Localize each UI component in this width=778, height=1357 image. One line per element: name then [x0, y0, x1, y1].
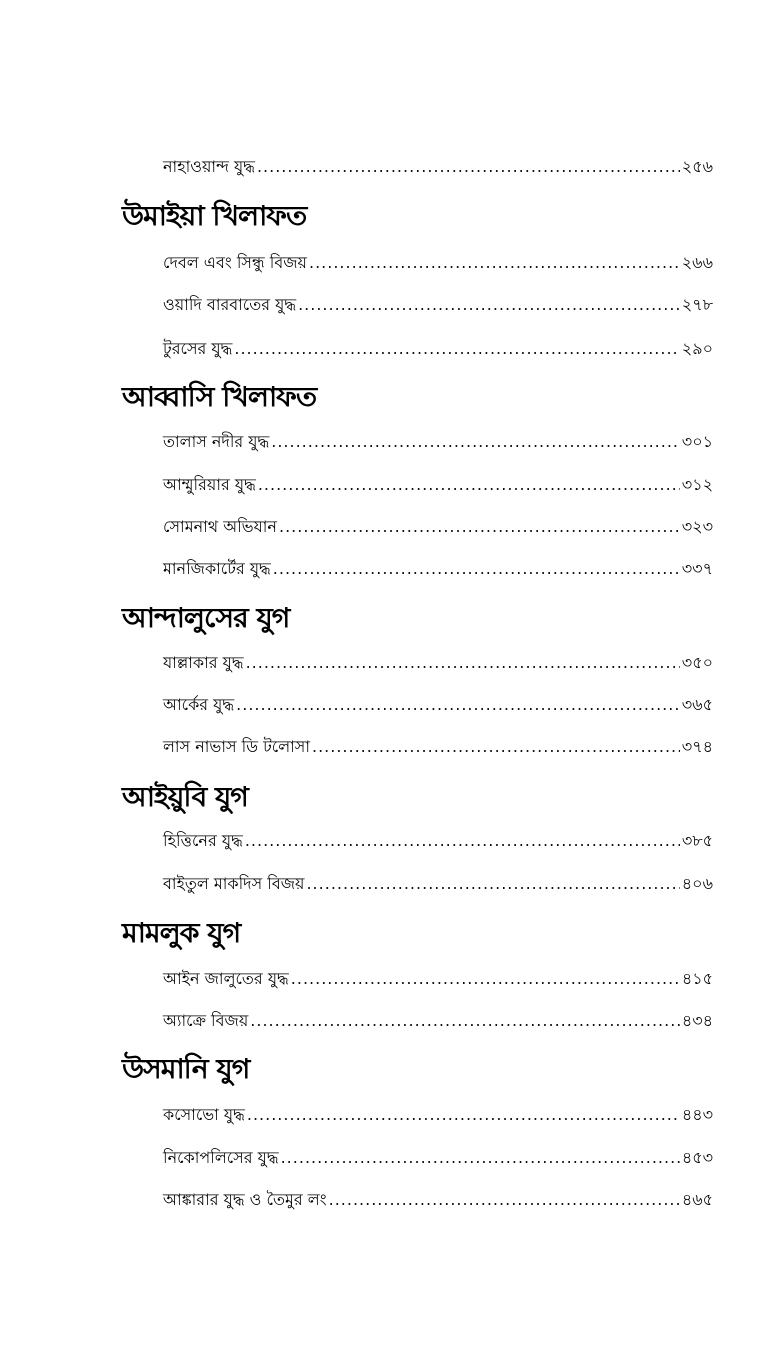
toc-entry-title: অ্যাক্রে বিজয় — [163, 1011, 249, 1030]
toc-entry-page: ৪০৬ — [681, 874, 713, 893]
dot-leader — [273, 558, 680, 580]
toc-entry — [163, 1141, 713, 1169]
toc-entry — [163, 688, 713, 716]
toc-entry — [163, 1004, 713, 1032]
toc-entry-page: ৩৬৫ — [681, 695, 713, 714]
dot-leader — [279, 516, 680, 538]
section-heading: আইয়ুবি যুগ — [122, 782, 248, 813]
toc-entry-title: নাহাওয়ান্দ যুদ্ধ — [163, 157, 255, 176]
dot-leader — [257, 156, 680, 178]
toc-entry-title: বাইতুল মাকদিস বিজয় — [163, 874, 305, 893]
toc-entry — [163, 510, 713, 538]
toc-entry-page: ৪১৫ — [681, 969, 713, 988]
toc-entry — [163, 824, 713, 852]
toc-entry — [163, 1098, 713, 1126]
toc-entry-page: ৪৪৩ — [681, 1105, 713, 1124]
section-heading: উসমানি যুগ — [122, 1054, 250, 1085]
section-heading: উমাইয়া খিলাফত — [122, 201, 307, 232]
toc-entry — [163, 150, 713, 178]
toc-entry-page: ৪৫৩ — [681, 1148, 713, 1167]
toc-entry-title: মানজিকার্টের যুদ্ধ — [163, 559, 271, 578]
dot-leader — [281, 1147, 680, 1169]
toc-entry-page: ৩৭৪ — [681, 737, 713, 756]
toc-entry — [163, 246, 713, 274]
toc-entry-page: ২৫৬ — [681, 157, 713, 176]
dot-leader — [236, 694, 680, 716]
dot-leader — [312, 736, 680, 758]
dot-leader — [246, 652, 680, 674]
dot-leader — [298, 294, 680, 316]
toc-entry-page: ৩১২ — [681, 475, 713, 494]
section-heading: আব্বাসি খিলাফত — [122, 382, 317, 413]
toc-entry — [163, 730, 713, 758]
toc-entry-page: ৩৮৫ — [681, 831, 713, 850]
toc-entry — [163, 552, 713, 580]
dot-leader — [329, 1189, 680, 1211]
toc-entry-page: ৩২৩ — [681, 517, 713, 536]
toc-entry-page: ৩০১ — [681, 432, 713, 451]
dot-leader — [258, 474, 680, 496]
toc-entry-title: কসোভো যুদ্ধ — [163, 1105, 245, 1124]
toc-entry — [163, 468, 713, 496]
dot-leader — [309, 252, 680, 274]
toc-entry-page: ৪৬৫ — [681, 1190, 713, 1209]
toc-entry-title: দেবল এবং সিন্ধু বিজয় — [163, 253, 307, 272]
toc-entry — [163, 962, 713, 990]
toc-entry-title: টুরসের যুদ্ধ — [163, 339, 233, 358]
toc-entry-page: ২৯০ — [681, 339, 713, 358]
toc-entry-page: ৪৩৪ — [681, 1011, 713, 1030]
toc-entry-title: আম্মুরিয়ার যুদ্ধ — [163, 475, 256, 494]
toc-entry-title: আর্কের যুদ্ধ — [163, 695, 235, 714]
dot-leader — [245, 830, 680, 852]
section-heading: আন্দালুসের যুগ — [122, 603, 290, 634]
toc-entry — [163, 1183, 713, 1211]
toc-entry-page: ২৬৬ — [681, 253, 713, 272]
toc-entry — [163, 332, 713, 360]
toc-entry-title: আইন জালুতের যুদ্ধ — [163, 969, 289, 988]
toc-entry — [163, 425, 713, 453]
dot-leader — [291, 968, 680, 990]
toc-entry-page: ৩৩৭ — [681, 559, 713, 578]
toc-entry-title: লাস নাভাস ডি টলোসা — [163, 737, 310, 756]
toc-entry-title: যাল্লাকার যুদ্ধ — [163, 653, 244, 672]
dot-leader — [306, 873, 679, 895]
toc-entry-page: ৩৫০ — [681, 653, 713, 672]
toc-entry-title: সোমনাথ অভিযান — [163, 517, 277, 536]
toc-entry-title: ওয়াদি বারবাতের যুদ্ধ — [163, 295, 297, 314]
toc-entry-title: তালাস নদীর যুদ্ধ — [163, 432, 270, 451]
dot-leader — [250, 1010, 680, 1032]
dot-leader — [271, 431, 680, 453]
toc-entry — [163, 288, 713, 316]
toc-entry — [163, 867, 713, 895]
section-heading: মামলুক যুগ — [122, 918, 241, 949]
toc-entry-page: ২৭৮ — [681, 295, 713, 314]
toc-entry-title: হিত্তিনের যুদ্ধ — [163, 831, 243, 850]
toc-entry — [163, 646, 713, 674]
toc-entry-title: নিকোপলিসের যুদ্ধ — [163, 1148, 279, 1167]
dot-leader — [247, 1104, 680, 1126]
dot-leader — [234, 338, 679, 360]
toc-entry-title: আঙ্কারার যুদ্ধ ও তৈমুর লং — [163, 1190, 327, 1209]
